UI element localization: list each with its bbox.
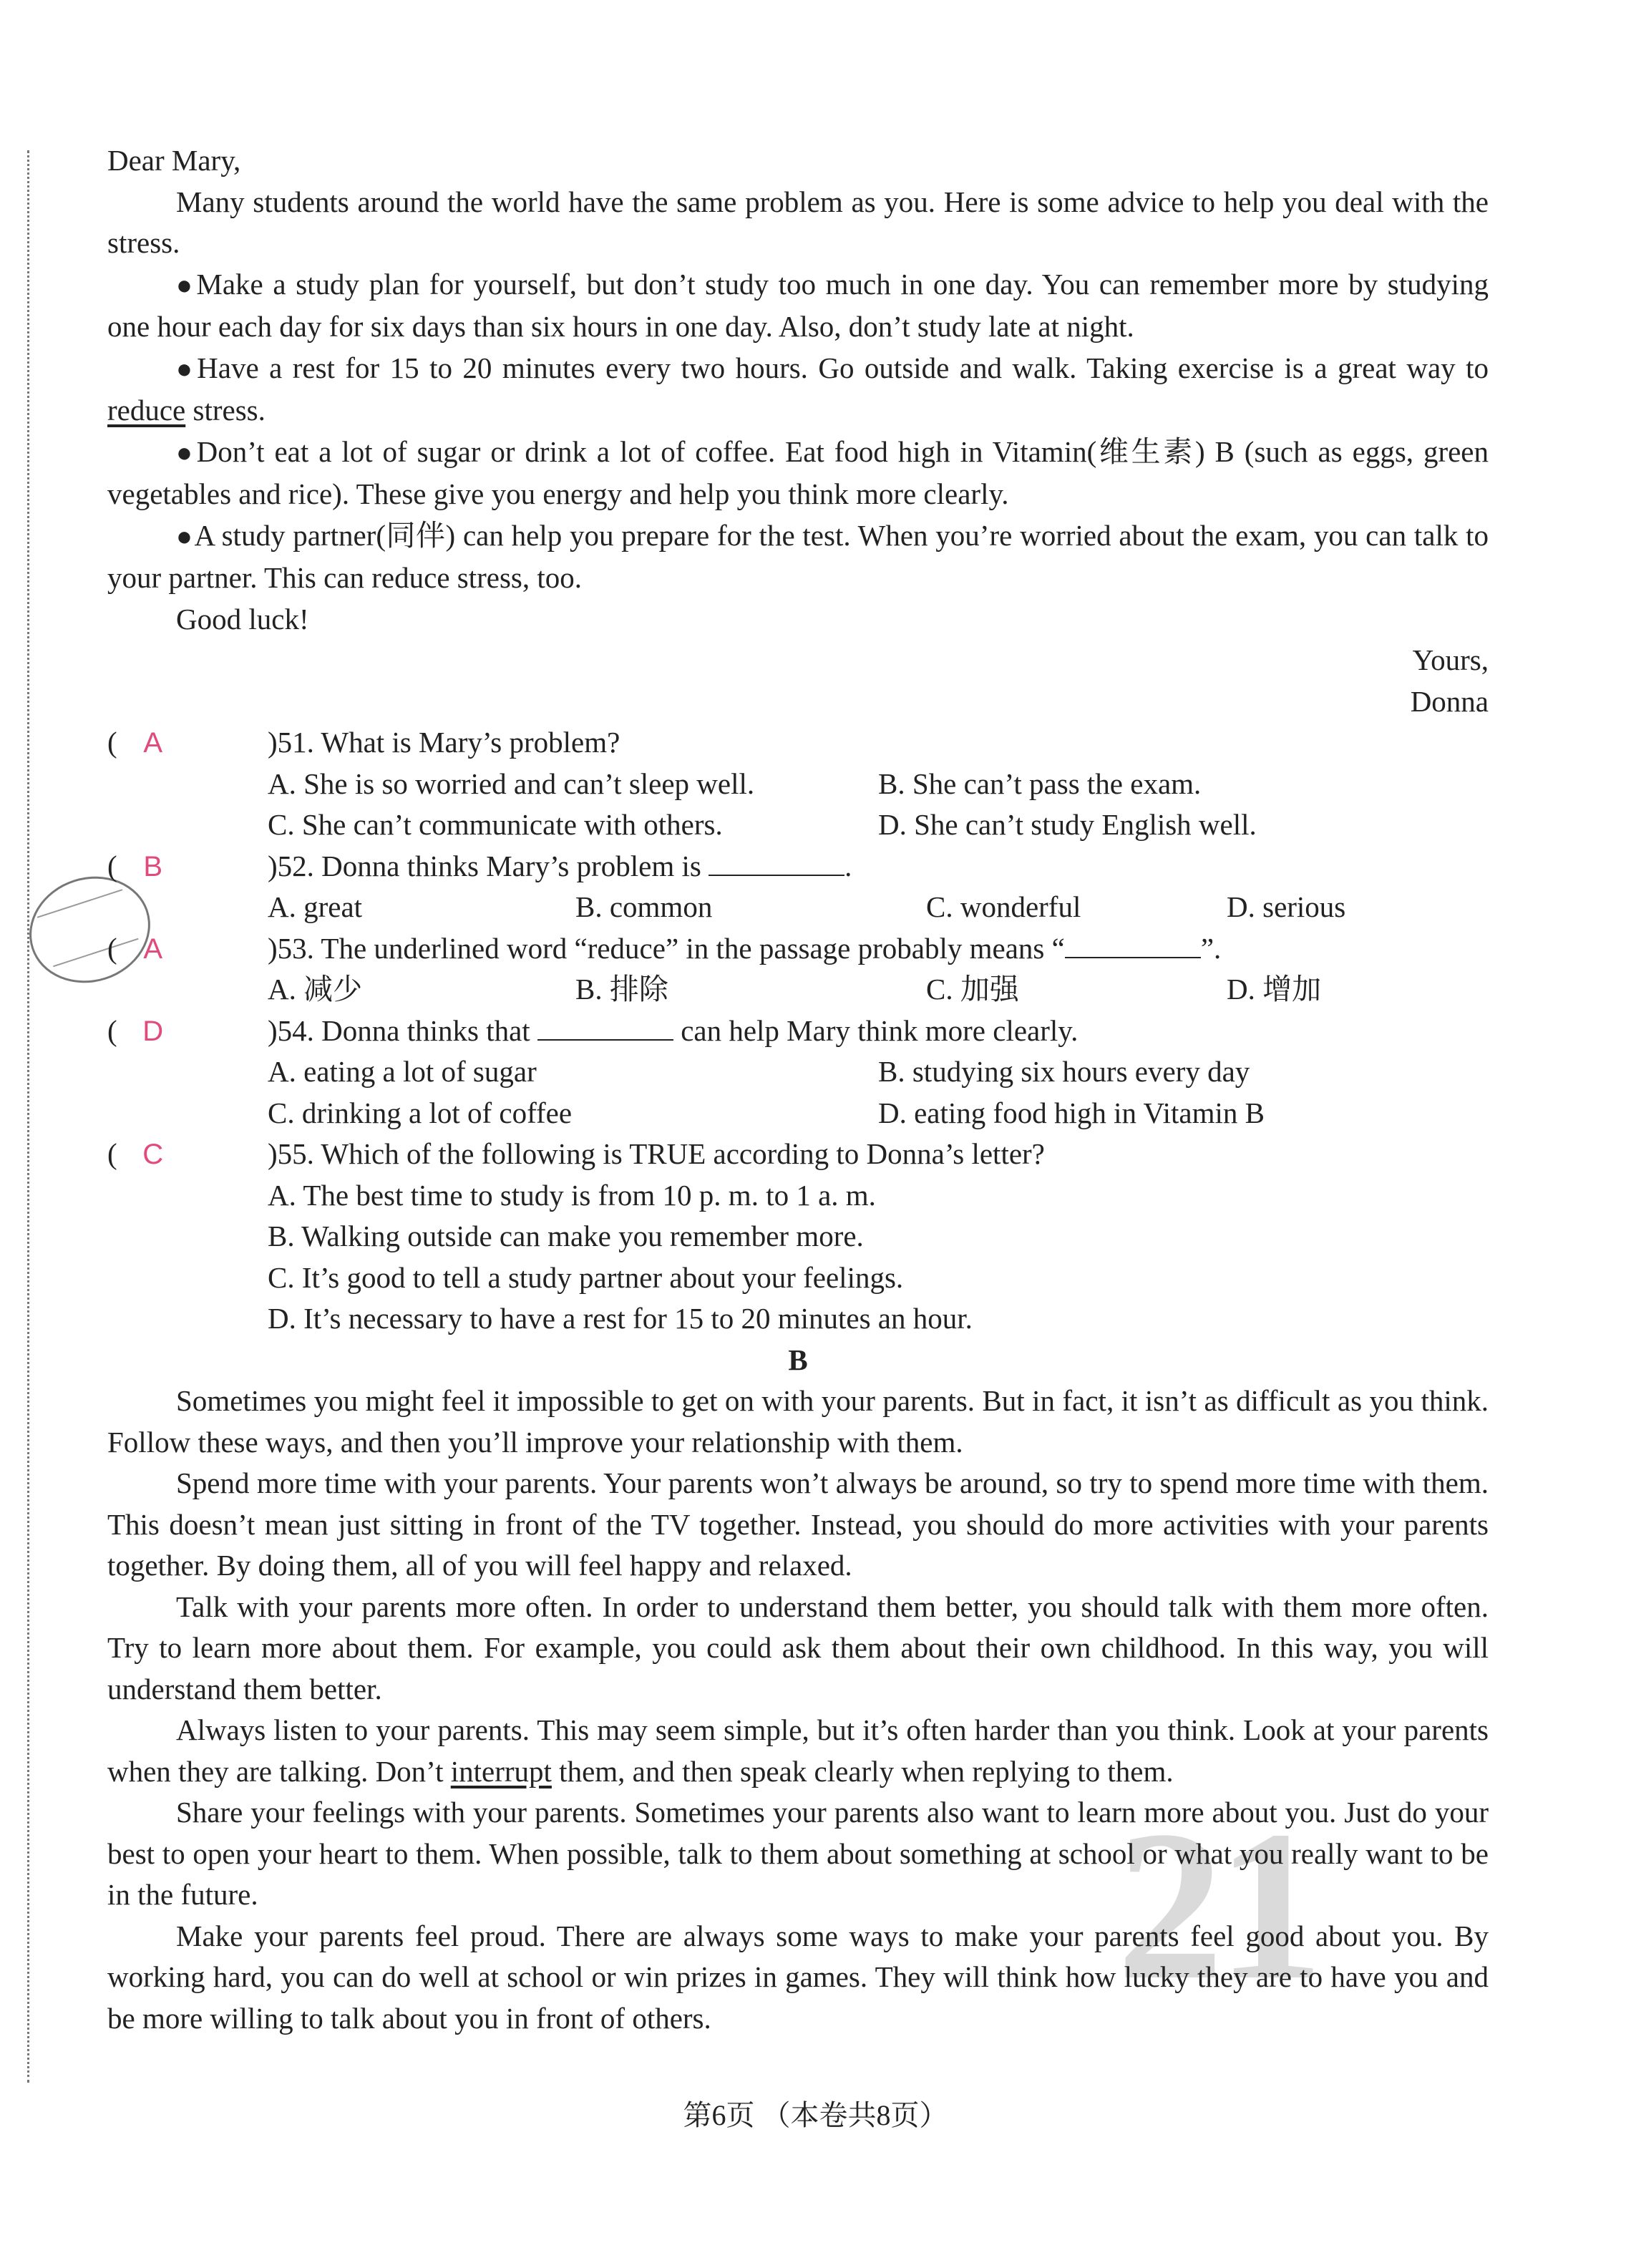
option-a: A. She is so worried and can’t sleep well. (268, 766, 755, 800)
passage-paragraph: Always listen to your parents. This may seem simple, but it’s often harder than you think. Look at your parents when they are talking. Don’t interrupt them, and then speak clearly when replying to them. (107, 1713, 1489, 1788)
option-c: C. 加强 (926, 973, 1019, 1006)
answer-mark: A (143, 727, 162, 759)
answer-mark: B (143, 850, 162, 882)
letter-closing: Good luck! (176, 602, 309, 636)
answer-mark: D (142, 1015, 164, 1047)
question-51-options (107, 804, 1489, 846)
question-51: ( A )51. What is Mary’s problem? (107, 722, 1489, 764)
question-54-options (107, 1093, 1489, 1134)
option-d: D. She can’t study English well. (878, 808, 1257, 841)
bullet-icon: ● (176, 354, 196, 384)
underlined-word-interrupt: interrupt (450, 1754, 552, 1788)
page-watermark: 21 (1116, 1786, 1317, 2024)
option-b: B. Walking outside can make you remember more. (268, 1220, 864, 1252)
option-b: B. 排除 (575, 973, 668, 1006)
option-a: A. The best time to study is from 10 p. m. to 1 a. m. (268, 1178, 876, 1212)
option-b: B. She can’t pass the exam. (878, 766, 1202, 800)
answer-blank (1065, 931, 1201, 958)
bullet-icon: ● (176, 437, 195, 468)
option-b: B. common (575, 890, 713, 923)
letter-advice-2: ●Have a rest for 15 to 20 minutes every two hours. Go outside and walk. Taking exercise is a great way to reduce stress. (107, 351, 1489, 427)
option-d: D. It’s necessary to have a rest for 15 to 20 minutes an hour. (268, 1302, 973, 1335)
option-d: D. eating food high in Vitamin B (878, 1096, 1265, 1129)
question-53: ( A )53. The underlined word “reduce” in the passage probably means “ ”. (107, 928, 1489, 970)
question-52: ( B )52. Donna thinks Mary’s problem is . (107, 846, 1489, 887)
section-heading: B (788, 1343, 808, 1376)
option-c: C. She can’t communicate with others. (268, 808, 723, 841)
option-a: A. 减少 (268, 973, 363, 1006)
passage-paragraph: Talk with your parents more often. In order to understand them better, you should talk with them more often. Try to learn more about them. For example, you could ask them about their own childhood. In this way, you will understand them better. (107, 1590, 1489, 1705)
answer-mark: C (142, 1139, 164, 1170)
option-d: D. 增加 (1227, 973, 1322, 1006)
question-55: ( C )55. Which of the following is TRUE according to Donna’s letter? (107, 1134, 1489, 1175)
option-c: C. wonderful (926, 890, 1081, 923)
letter-greeting: Dear Mary, (107, 144, 241, 177)
passage-paragraph: Sometimes you might feel it impossible to get on with your parents. But in fact, it isn’t as difficult as you think. Follow these ways, and then you’ll improve your relationship with them. (107, 1384, 1489, 1459)
question-51-options (107, 764, 1489, 805)
option-a: A. eating a lot of sugar (268, 1055, 537, 1088)
passage-paragraph: Spend more time with your parents. Your parents won’t always be around, so try to spend more time with them. This doesn’t mean just sitting in front of the TV together. Instead, you should do more activities with your parents together. By doing them, all of you will feel happy and relaxed. (107, 1466, 1489, 1582)
answer-mark: A (143, 933, 162, 965)
page-content (107, 140, 1489, 2039)
option-d: D. serious (1227, 890, 1346, 923)
letter-sign-off: Yours, Donna (1410, 643, 1489, 718)
question-54-options (107, 1051, 1489, 1093)
option-b: B. studying six hours every day (878, 1055, 1250, 1088)
page-footer: 第6页 （本卷共8页） (683, 2099, 948, 2131)
answer-blank (709, 849, 844, 876)
letter-advice-1: ●Make a study plan for yourself, but don’t study too much in one day. You can remember more by studying one hour each day for six days than six hours in one day. Also, don’t study late at night. (107, 267, 1489, 343)
letter-advice-4: ●A study partner(同伴) can help you prepare for the test. When you’re worried about the exam, you can talk to your partner. This can reduce stress, too. (107, 518, 1489, 594)
underlined-word-reduce: reduce (107, 394, 186, 427)
letter-intro: Many students around the world have the same problem as you. Here is some advice to help you deal with the stress. (107, 185, 1489, 259)
bullet-icon: ● (176, 270, 195, 301)
option-c: C. drinking a lot of coffee (268, 1096, 573, 1129)
question-52-options (107, 887, 1489, 928)
answer-blank (537, 1013, 673, 1041)
letter-advice-3: ●Don’t eat a lot of sugar or drink a lot of coffee. Eat food high in Vitamin(维生素) B (such as eggs, green vegetables and rice). These give you energy and help you think more clearly. (107, 434, 1489, 510)
passage-paragraph: Make your parents feel proud. There are always some ways to make your parents feel good about you. By working hard, you can do well at school or win prizes in games. They will think how lucky they are to have you and be more willing to talk about you in front of others. (107, 1919, 1489, 2035)
question-53-options (107, 969, 1489, 1011)
bullet-icon: ● (176, 521, 193, 552)
question-54: ( D )54. Donna thinks that can help Mary think more clearly. (107, 1011, 1489, 1052)
option-c: C. It’s good to tell a study partner about your feelings. (268, 1260, 904, 1294)
option-a: A. great (268, 890, 363, 923)
dotted-cut-line (27, 150, 29, 2083)
passage-paragraph: Share your feelings with your parents. Sometimes your parents also want to learn more about you. Just do your best to open your heart to them. When possible, talk to them about something at school or what you really want to be in the future. (107, 1796, 1489, 1911)
